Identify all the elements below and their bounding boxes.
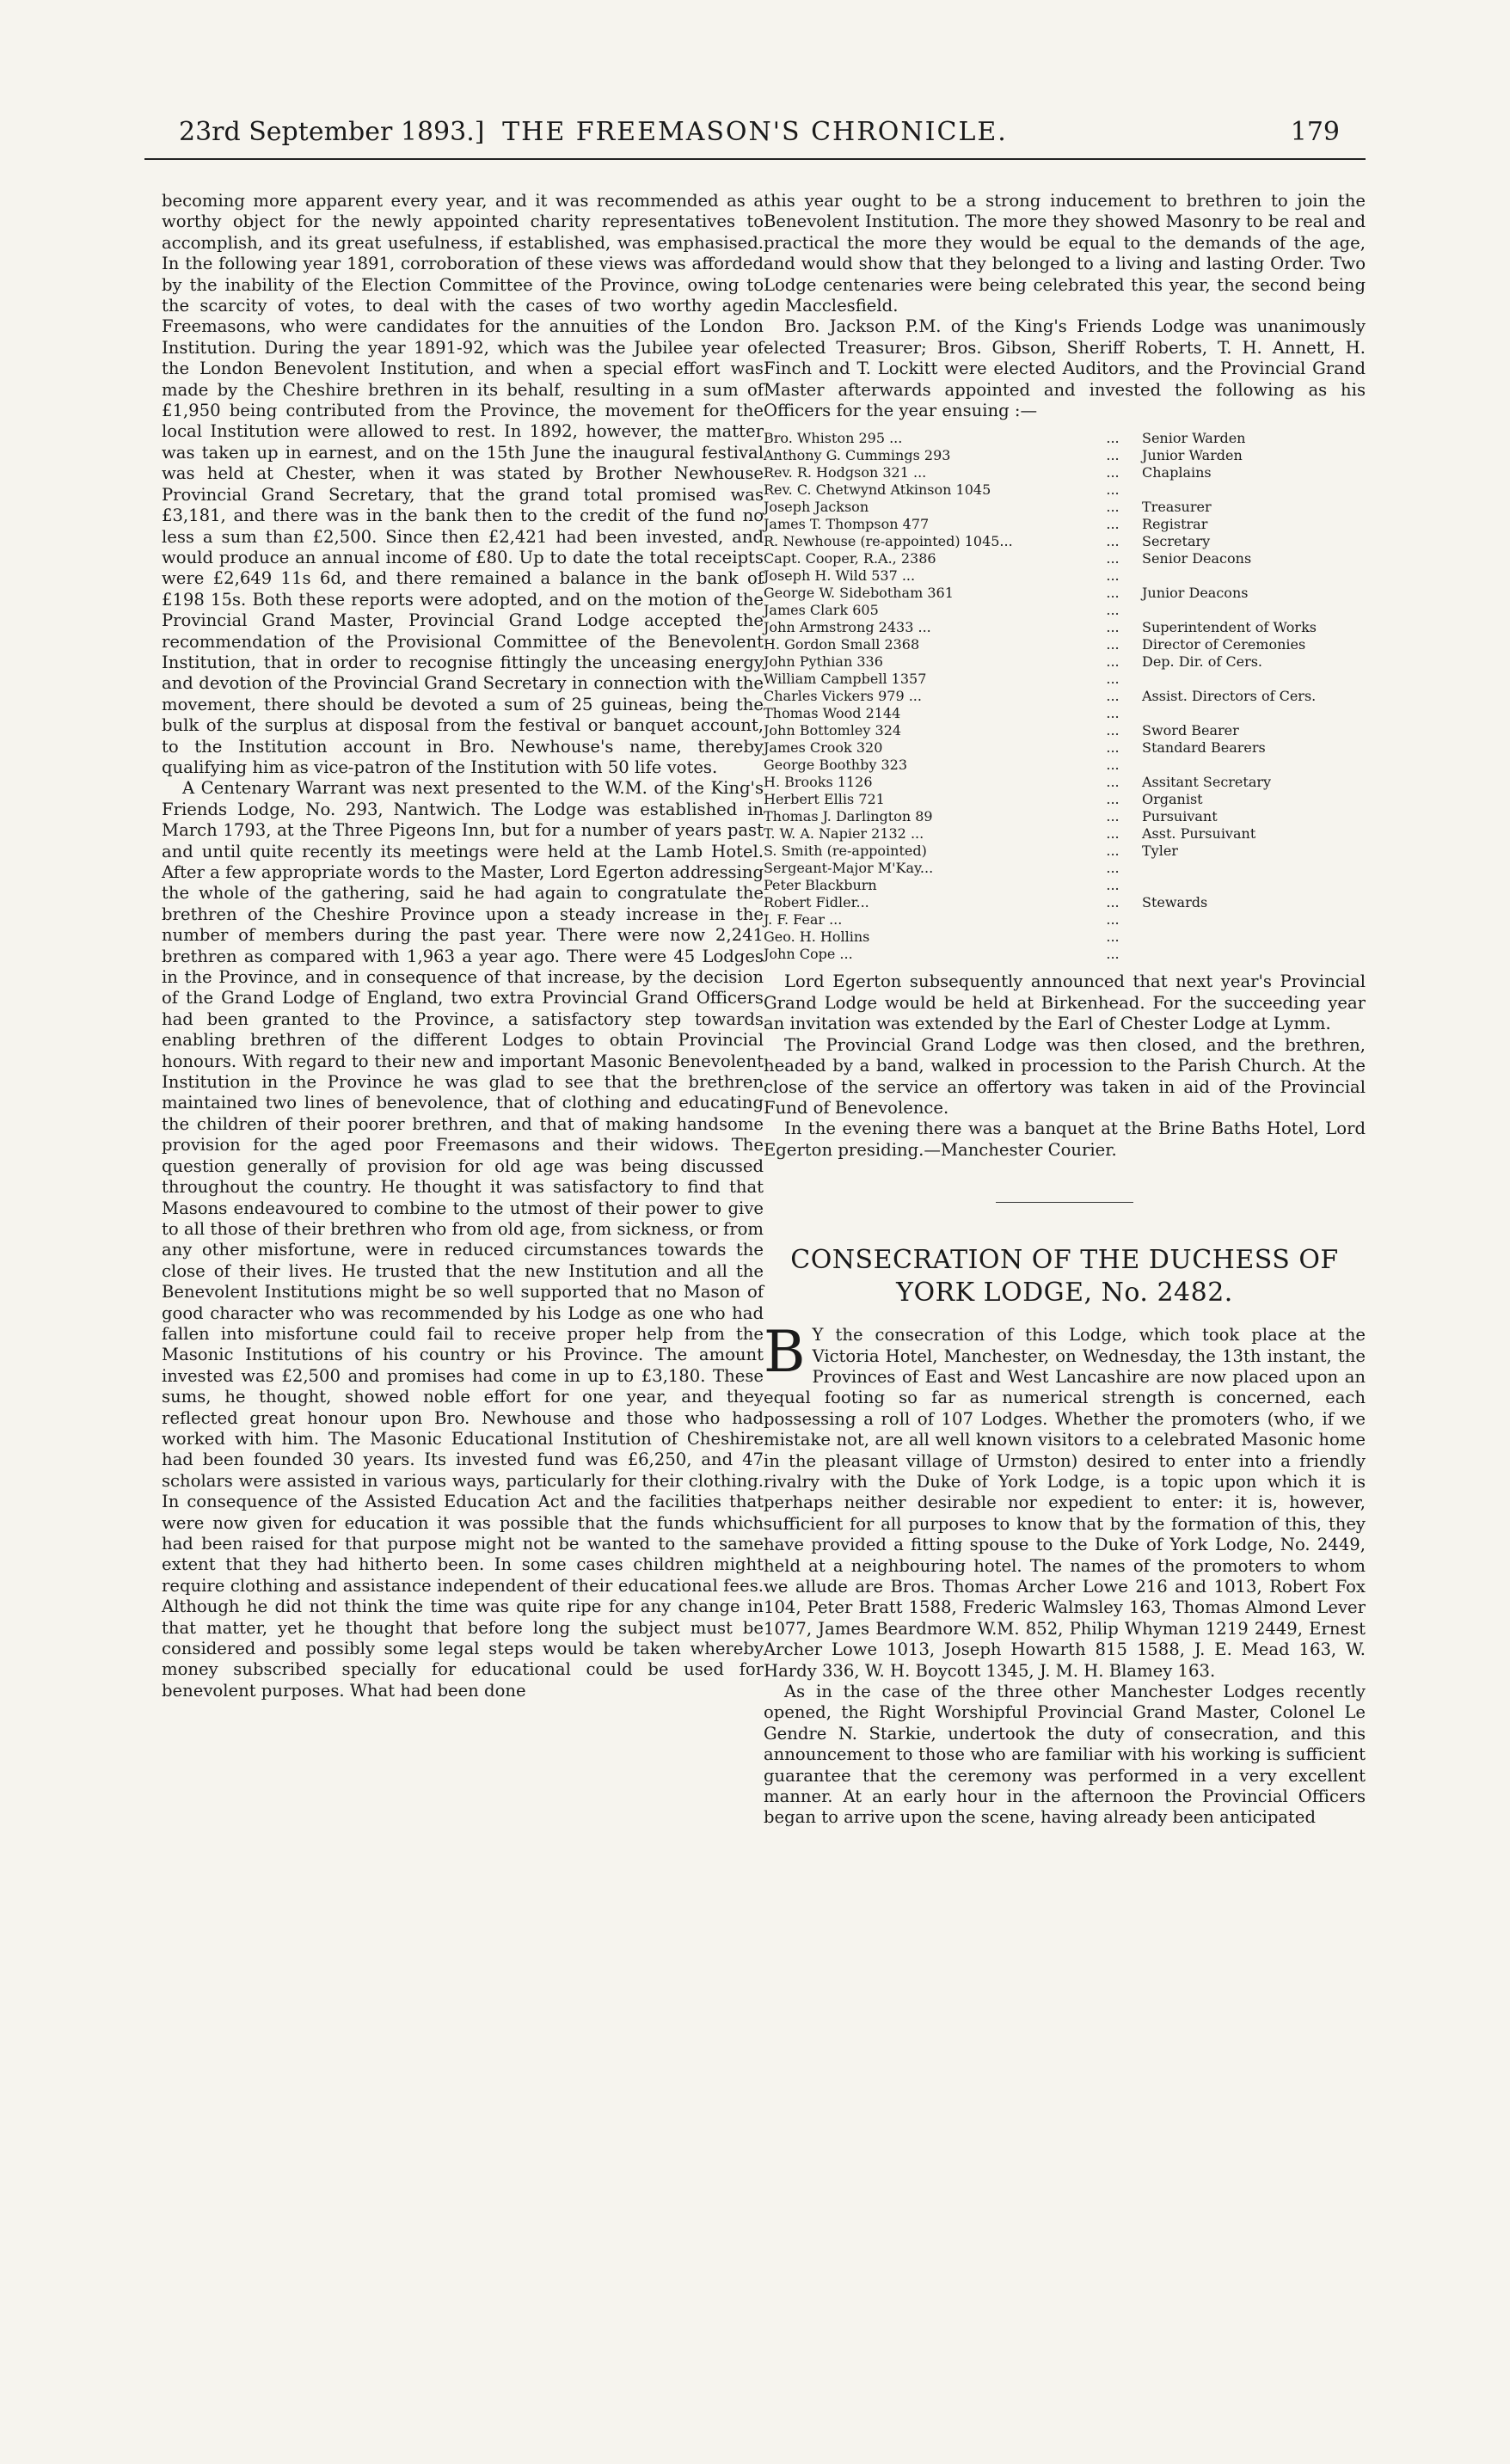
- left-paragraph-2: A Centenary Warrant was next presented to the W.M. of the King's Friends Lodge, No. 293, Nantwich. The Lodge was established in March 1793, at the Three Pigeons Inn, but for a number of years past and until quite recently its meetings were held at the Lamb Hotel. After a few appropriate words to the Master, Lord Egerton addressing the whole of the gathering, said he had again to congratulate the brethren of the Cheshire Province upon a steady increase in the number of members during the past year. There were now 2,241 brethren as compared with 1,963 a year ago. There were 45 Lodges in the Province, and in consequence of that increase, by the decision of the Grand Lodge of England, two extra Provincial Grand Officers had been granted to the Province, a satisfactory step towards enabling brethren of the different Lodges to obtain Provincial honours. With regard to their new and important Masonic Benevolent Institution in the Province he was glad to see that the brethren maintained two lines of benevolence, that of clothing and educating the children of their poorer brethren, and that of making handsome provision for the aged poor Freemasons and their widows. The question generally of provision for old age was being discussed throughout the country. He thought it was satisfactory to find that Masons endeavoured to combine to the utmost of their power to give to all those of their brethren who from old age, from sickness, or from any other misfortune, were in reduced circumstances towards the close of their lives. He trusted that the new Institution and all the Benevolent Institutions might be so well supported that no Mason of good character who was recommended by his Lodge as one who had fallen into misfortune could fail to receive proper help from the Masonic Institutions of his country or his Province. The amount invested was £2,500 and promises had come in up to £3,180. These sums, he thought, showed noble effort for one year, and they reflected great honour upon Bro. Newhouse and those who had worked with him. The Masonic Educational Institution of Cheshire had been founded 30 years. Its invested fund was £6,250, and 47 scholars were assisted in various ways, particularly for their clothing. In consequence of the Assisted Education Act and the facilities that were now given for education it was possible that the funds which had been raised for that purpose might not be wanted to the same extent that they had hitherto been. In some cases children might require clothing and assistance independent of their educational fees. Although he did not think the time was quite ripe for any change in that matter, yet he thought that before long the subject must be considered and possibly some legal steps would be taken whereby money subscribed specially for educational could be used for benevolent purposes. What had been done: [162, 778, 764, 1701]
- officer-dots: ...: [1106, 516, 1120, 533]
- officer-name: James T. Thompson 477: [764, 516, 930, 533]
- page-header: [144, 110, 1366, 160]
- drop-cap: B: [764, 1319, 806, 1386]
- right-paragraph-4: The Provincial Grand Lodge was then closed, and the brethren, headed by a band, walked in procession to the Parish Church. At the close of the service an offertory was taken in aid of the Provincial Fund of Benevolence.: [764, 1034, 1366, 1118]
- officer-row: [764, 946, 1366, 963]
- officer-dots: ...: [1106, 808, 1120, 825]
- officer-dots: ...: [1106, 550, 1120, 567]
- officer-dots: ...: [1106, 481, 1120, 499]
- officer-row: [764, 791, 1366, 808]
- officer-row: [764, 843, 1366, 860]
- right-paragraph-3: Lord Egerton subsequently announced that next year's Provincial Grand Lodge would be held at Birkenhead. For the succeeding year an invitation was extended by the Earl of Chester Lodge at Lymm.: [764, 972, 1366, 1034]
- officer-row: [764, 705, 1366, 722]
- officer-name: James Clark 605: [764, 602, 879, 619]
- officer-name: George W. Sidebotham 361: [764, 585, 954, 602]
- officer-name: John Cope ...: [764, 946, 853, 963]
- consecration-heading: CONSECRATION OF THE DUCHESS OF YORK LODGE, No. 2482.: [790, 1245, 1339, 1309]
- officer-dots: ...: [1106, 671, 1120, 688]
- officer-row: [764, 860, 1366, 877]
- officer-office: Tyler: [1142, 843, 1178, 860]
- officer-name: Herbert Ellis 721: [764, 791, 885, 808]
- officer-office: Standard Bearers: [1142, 739, 1266, 757]
- officer-dots: ...: [1106, 877, 1120, 894]
- officer-office: Treasurer: [1142, 499, 1212, 516]
- officer-office: Assist. Directors of Cers.: [1142, 688, 1317, 705]
- officer-row: [764, 447, 1366, 464]
- officer-dots: ...: [1106, 464, 1120, 481]
- officer-office: Stewards: [1142, 894, 1208, 911]
- officer-row: [764, 825, 1366, 843]
- officer-dots: ...: [1106, 499, 1120, 516]
- officer-office: [1137, 946, 1366, 963]
- officer-dots: ...: [1106, 739, 1120, 757]
- officer-name: Sergeant-Major M'Kay...: [764, 860, 934, 877]
- officer-row: [764, 877, 1366, 894]
- officer-name: Rev. C. Chetwynd Atkinson 1045: [764, 481, 991, 499]
- officer-office: Pursuivant: [1142, 808, 1218, 825]
- right-paragraph-1: this year ought to be a strong inducement to brethren to join the Benevolent Institution. The more they showed Masonry to be real and practical the more they would be equal to the demands of the age, and would show that they belonged to a living and lasting Order. Two Lodge centenaries were being celebrated this year, the second being in Macclesfield.: [764, 191, 1366, 316]
- right-column: [764, 191, 1366, 1829]
- officer-office: Secretary: [1142, 533, 1211, 550]
- officer-row: [764, 653, 1366, 671]
- officer-name: Anthony G. Cummings 293: [764, 447, 951, 464]
- officer-name: John Pythian 336: [764, 653, 883, 671]
- officer-office: Senior Warden: [1142, 430, 1246, 447]
- officer-name: Peter Blackburn: [764, 877, 877, 894]
- officer-office: [1137, 671, 1366, 688]
- officer-office: [1137, 481, 1366, 499]
- officer-dots: ...: [1106, 705, 1120, 722]
- officer-row: [764, 757, 1366, 774]
- officer-name: Thomas Wood 2144: [764, 705, 901, 722]
- officer-dots: ...: [1106, 825, 1120, 843]
- officer-name: S. Smith (re-appointed): [764, 843, 927, 860]
- officer-name: H. Gordon Small 2368: [764, 636, 920, 653]
- officer-dots: ...: [1106, 585, 1120, 602]
- officer-office: Director of Ceremonies: [1142, 636, 1306, 653]
- left-column: [162, 191, 764, 1701]
- officer-row: [764, 894, 1366, 911]
- officer-dots: ...: [1106, 567, 1120, 585]
- officer-row: [764, 808, 1366, 825]
- consecration-paragraph-1-text: Y the consecration of this Lodge, which took place at the Victoria Hotel, Manchester, on Wednesday, the 13th instant, the Provinces of East and West Lancashire are now placed upon an equal footing so far as numerical strength is concerned, each possessing a roll of 107 Lodges. Whether the promoters (who, if we mistake not, are all well known visitors to a celebrated Masonic home in the pleasant village of Urmston) desired to enter into a friendly rivalry with the Duke of York Lodge, is a topic upon which it is perhaps neither desirable nor expedient to enter: it is, however, sufficient for all purposes to know that by the formation of this, they have provided a fitting spouse to the Duke of York Lodge, No. 2449, held at a neighbouring hotel. The names of the promoters to whom we allude are Bros. Thomas Archer Lowe 216 and 1013, Robert Fox 104, Peter Bratt 1588, Frederic Walmsley 163, Thomas Almond Lever 1077, James Beardmore W.M. 852, Philip Whyman 1219 2449, Ernest Archer Lowe 1013, Joseph Howarth 815 1588, J. E. Mead 163, W. Hardy 336, W. H. Boycott 1345, J. M. H. Blamey 163.: [764, 1325, 1366, 1681]
- officer-dots: ...: [1106, 757, 1120, 774]
- officer-dots: ...: [1106, 447, 1120, 464]
- officers-table: [764, 430, 1366, 963]
- officer-row: [764, 911, 1366, 929]
- officer-dots: ...: [1106, 860, 1120, 877]
- officer-office: Superintendent of Works: [1142, 619, 1317, 636]
- section-divider: [996, 1202, 1133, 1203]
- consecration-paragraph-2: As in the case of the three other Manchester Lodges recently opened, the Right Worshipful Provincial Grand Master, Colonel Le Gendre N. Starkie, undertook the duty of consecration, and this announcement to those who are familiar with his working is sufficient guarantee that the ceremony was performed in a very excellent manner. At an early hour in the afternoon the Provincial Officers began to arrive upon the scene, having already been anticipated: [764, 1682, 1366, 1828]
- officer-office: Junior Deacons: [1142, 585, 1249, 602]
- officer-name: Thomas J. Darlington 89: [764, 808, 933, 825]
- officer-office: Senior Deacons: [1142, 550, 1252, 567]
- officer-row: [764, 739, 1366, 757]
- officer-dots: ...: [1106, 929, 1120, 946]
- officer-name: R. Newhouse (re-appointed) 1045...: [764, 533, 1013, 550]
- officer-name: George Boothby 323: [764, 757, 907, 774]
- officer-office: [1137, 705, 1366, 722]
- officer-row: [764, 464, 1366, 481]
- officer-dots: ...: [1106, 619, 1120, 636]
- right-paragraph-5: In the evening there was a banquet at the Brine Baths Hotel, Lord Egerton presiding.—Manchester Courier.: [764, 1119, 1366, 1160]
- officer-dots: ...: [1106, 722, 1120, 739]
- officer-name: William Campbell 1357: [764, 671, 927, 688]
- officer-dots: ...: [1106, 791, 1120, 808]
- officer-dots: ...: [1106, 636, 1120, 653]
- officer-row: [764, 567, 1366, 585]
- officer-dots: ...: [1106, 911, 1120, 929]
- officer-dots: ...: [1106, 533, 1120, 550]
- officer-office: Dep. Dir. of Cers.: [1142, 653, 1263, 671]
- officer-name: Joseph H. Wild 537 ...: [764, 567, 916, 585]
- officer-row: [764, 636, 1366, 653]
- officer-name: Rev. R. Hodgson 321 ...: [764, 464, 927, 481]
- officer-row: [764, 671, 1366, 688]
- officer-office: Assitant Secretary: [1142, 774, 1272, 791]
- officer-dots: ...: [1106, 602, 1120, 619]
- officer-office: [1137, 567, 1366, 585]
- officer-office: Asst. Pursuivant: [1142, 825, 1256, 843]
- officer-name: Bro. Whiston 295 ...: [764, 430, 903, 447]
- officer-dots: ...: [1106, 843, 1120, 860]
- publication-title: THE FREEMASON'S CHRONICLE.: [502, 117, 1008, 147]
- officer-row: [764, 688, 1366, 705]
- officer-row: [764, 774, 1366, 791]
- officer-office: Organist: [1142, 791, 1203, 808]
- officer-office: [1137, 860, 1366, 877]
- officer-dots: ...: [1106, 430, 1120, 447]
- consecration-paragraph-1: [764, 1319, 1366, 1682]
- officer-dots: ...: [1106, 774, 1120, 791]
- officer-dots: ...: [1106, 894, 1120, 911]
- header-date: 23rd September 1893.]: [179, 117, 485, 147]
- officer-name: John Bottomley 324: [764, 722, 902, 739]
- officer-office: Sword Bearer: [1142, 722, 1239, 739]
- officer-name: J. F. Fear ...: [764, 911, 843, 929]
- officer-office: Chaplains: [1142, 464, 1212, 481]
- officer-office: [1137, 911, 1366, 929]
- officer-row: [764, 481, 1366, 499]
- officer-row: [764, 430, 1366, 447]
- officer-name: H. Brooks 1126: [764, 774, 873, 791]
- officer-row: [764, 929, 1366, 946]
- left-paragraph-1: becoming more apparent every year, and it was recommended as a worthy object for the newly appointed charity representatives to accomplish, and its great usefulness, if established, was emphasised. In the following year 1891, corroboration of these views was afforded by the inability of the Election Committee of the Province, owing to the scarcity of votes, to deal with the cases of two worthy aged Freemasons, who were candidates for the annuities of the London Institution. During the year 1891-92, which was the Jubilee year of the London Benevolent Institution, and when a special effort was made by the Cheshire brethren in its behalf, resulting in a sum of £1,950 being contributed from the Province, the movement for the local Institution were allowed to rest. In 1892, however, the matter was taken up in earnest, and on the 15th June the inaugural festival was held at Chester, when it was stated by Brother Newhouse Provincial Grand Secretary, that the grand total promised was £3,181, and there was in the bank then to the credit of the fund no less a sum than £2,500. Since then £2,421 had been invested, and would produce an annual income of £80. Up to date the total receipts were £2,649 11s 6d, and there remained a balance in the bank of £198 15s. Both these reports were adopted, and on the motion of the Provincial Grand Master, Provincial Grand Lodge accepted the recommendation of the Provisional Committee of the Benevolent Institution, that in order to recognise fittingly the unceasing energy and devotion of the Provincial Grand Secretary in connection with the movement, there should be devoted a sum of 25 guineas, being the bulk of the surplus at disposal from the festival or banquet account, to the Institution account in Bro. Newhouse's name, thereby qualifying him as vice-patron of the Institution with 50 life votes.: [162, 191, 764, 777]
- officer-row: [764, 516, 1366, 533]
- officer-office: Registrar: [1142, 516, 1208, 533]
- officer-office: Junior Warden: [1142, 447, 1243, 464]
- officer-name: Capt. Cooper, R.A., 2386: [764, 550, 936, 567]
- officer-name: Joseph Jackson: [764, 499, 869, 516]
- officer-office: [1137, 602, 1366, 619]
- officer-row: [764, 499, 1366, 516]
- officer-dots: ...: [1106, 653, 1120, 671]
- officer-row: [764, 722, 1366, 739]
- officer-office: [1137, 877, 1366, 894]
- officer-name: James Crook 320: [764, 739, 883, 757]
- officer-dots: ...: [1106, 688, 1120, 705]
- officer-name: T. W. A. Napier 2132 ...: [764, 825, 924, 843]
- officer-row: [764, 619, 1366, 636]
- officer-office: [1137, 929, 1366, 946]
- officer-row: [764, 533, 1366, 550]
- page-number: 179: [1290, 117, 1340, 147]
- officer-name: Robert Fidler...: [764, 894, 869, 911]
- officer-row: [764, 602, 1366, 619]
- officer-name: Charles Vickers 979 ...: [764, 688, 922, 705]
- officer-name: Geo. H. Hollins: [764, 929, 870, 946]
- officer-office: [1137, 757, 1366, 774]
- right-paragraph-2: Bro. Jackson P.M. of the King's Friends Lodge was unanimously elected Treasurer; Bros. Gibson, Sheriff Roberts, T. H. Annett, H. Finch and T. Lockitt were elected Auditors, and the Provincial Grand Master afterwards appointed and invested the following as his Officers for the year ensuing :—: [764, 316, 1366, 421]
- officer-row: [764, 550, 1366, 567]
- officer-dots: ...: [1106, 946, 1120, 963]
- officer-name: John Armstrong 2433 ...: [764, 619, 931, 636]
- officer-row: [764, 585, 1366, 602]
